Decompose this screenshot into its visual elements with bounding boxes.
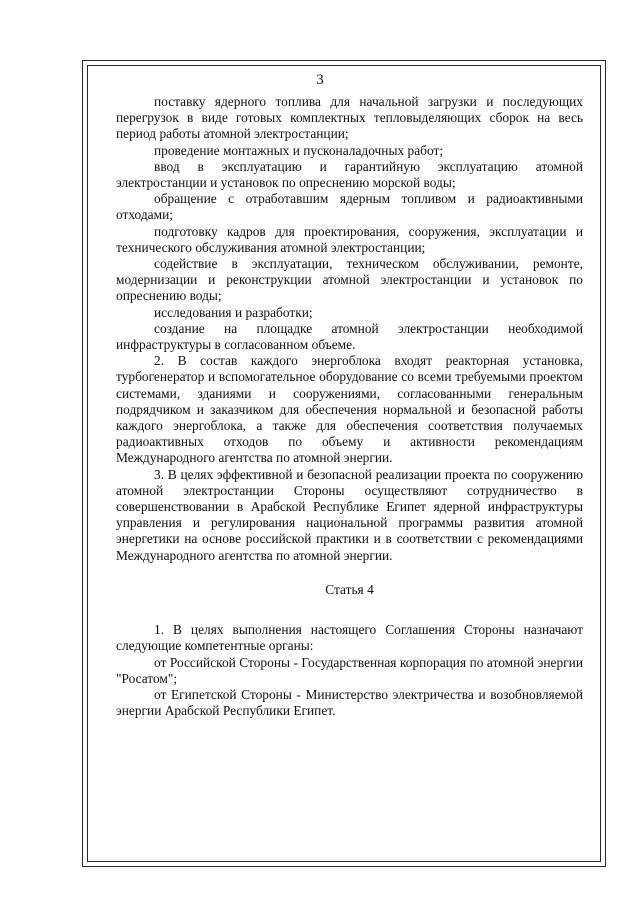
paragraph-commissioning: ввод в эксплуатацию и гарантийную эксплуатацию атомной электростанции и установок по опреснению морской воды; [116, 158, 583, 191]
paragraph-research: исследования и разработки; [154, 304, 313, 320]
article-paragraph-russian-side: от Российской Стороны - Государственная корпорация по атомной энергии "Росатом"; [116, 654, 583, 686]
paragraph-infrastructure: создание на площадке атомной электростанции необходимой инфраструктуры в согласованном объеме. [116, 320, 583, 353]
article-paragraph-egyptian-side: от Египетской Стороны - Министерство электричества и возобновляемой энергии Арабской Республики Египет. [116, 686, 583, 719]
page-number: 3 [316, 72, 324, 88]
document-body [116, 94, 583, 719]
paragraph-spent-fuel: обращение с отработавшим ядерным топливом и радиоактивными отходами; [116, 191, 583, 223]
paragraph-fuel-supply: поставку ядерного топлива для начальной загрузки и последующих перегрузок в виде готовых комплектных тепловыделяющих сборок на весь период работы атомной электростанции; [116, 94, 583, 142]
paragraph-section-3: 3. В целях эффективной и безопасной реализации проекта по сооружению атомной электростанции Стороны осуществляют сотрудничество в совершенствовании в Арабской Республике Египет ядерной инфраструктуры управления и регулирования национальной программы развития атомной энергетики на основе российской практики и в соответствии с рекомендациями Международного агентства по атомной энергии. [116, 466, 583, 563]
paragraph-operation-assistance: содействие в эксплуатации, техническом обслуживании, ремонте, модернизации и реконструкции атомной электростанции и установок по опреснению воды; [116, 256, 583, 304]
paragraph-section-2: 2. В состав каждого энергоблока входят реакторная установка, турбогенератор и вспомогательное оборудование со всеми требуемыми проектом системами, зданиями и сооружениями, согласованными генеральным подрядчиком и заказчиком для обеспечения нормальной и безопасной работы каждого энергоблока, а также для обеспечения соответствия получаемых радиоактивных отходов по объему и активности рекомендациям Международного агентства по атомной энергии. [116, 353, 583, 466]
paragraph-installation-works: проведение монтажных и пусконаладочных работ; [154, 142, 444, 158]
article-paragraph-1: 1. В целях выполнения настоящего Соглашения Стороны назначают следующие компетентные органы: [116, 622, 583, 654]
paragraph-personnel-training: подготовку кадров для проектирования, сооружения, эксплуатации и технического обслуживания атомной электростанции; [116, 223, 583, 255]
article-heading: Статья 4 [325, 581, 374, 597]
